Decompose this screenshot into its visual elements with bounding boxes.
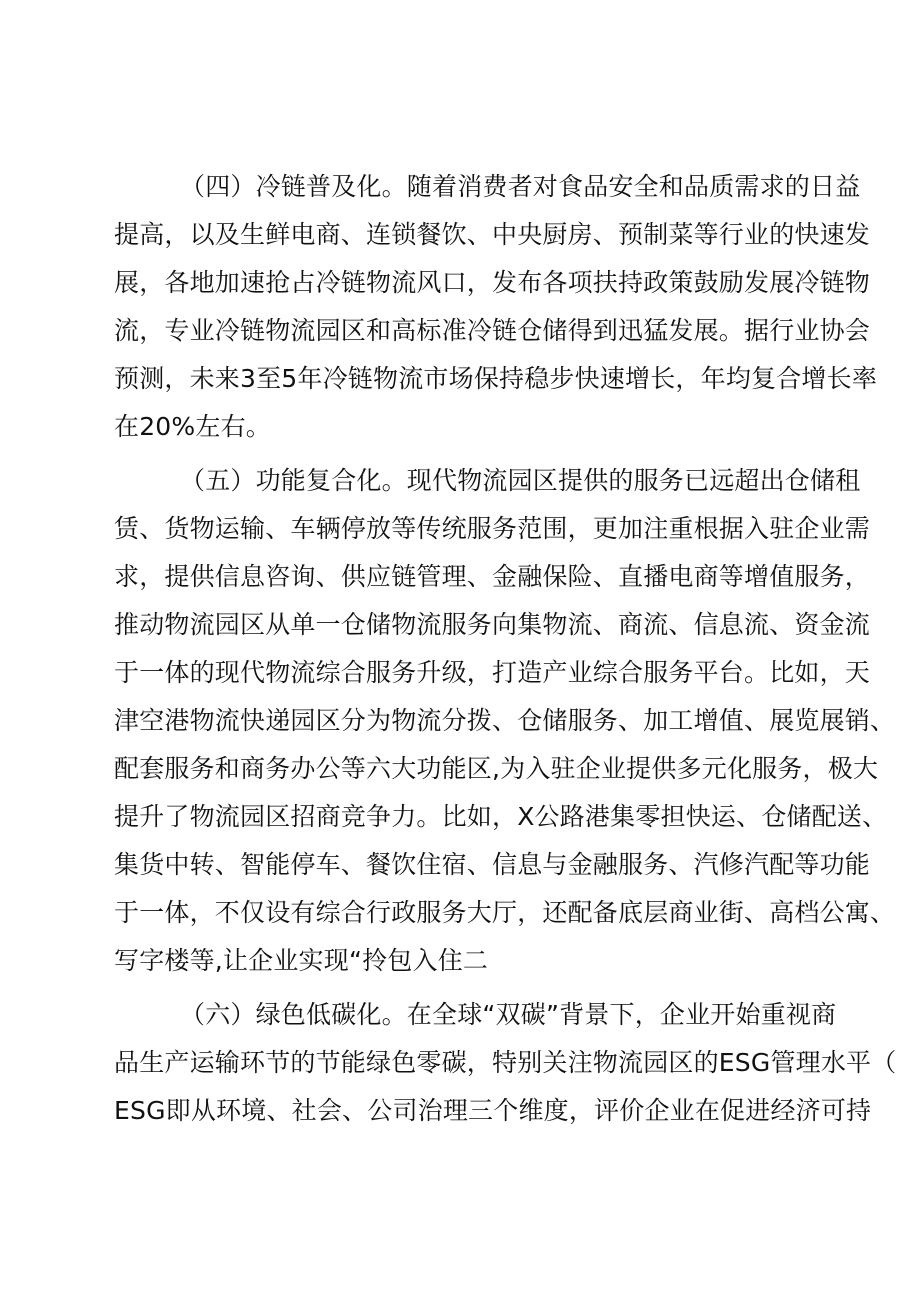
paragraph-4-line-4: 流，专业冷链物流园区和高标准冷链仓储得到迅猛发展。据行业协会	[114, 316, 871, 345]
paragraph-5-line-2: 赁、货物运输、车辆停放等传统服务范围，更加注重根据入驻企业需	[114, 514, 871, 543]
paragraph-5-line-4: 推动物流园区从单一仓储物流服务向集物流、商流、信息流、资金流	[114, 610, 871, 639]
paragraph-5-line-11: 写字楼等,让企业实现“拎包入住二	[114, 946, 489, 975]
paragraph-5-line-5: 于一体的现代物流综合服务升级，打造产业综合服务平台。比如，天	[114, 658, 871, 687]
paragraph-5-line-9: 集货中转、智能停车、餐饮住宿、信息与金融服务、汽修汽配等功能	[114, 850, 871, 879]
paragraph-5-line-6: 津空港物流快递园区分为物流分拨、仓储服务、加工增值、展览展销、	[114, 706, 896, 735]
paragraph-6-line-3: ESG即从环境、社会、公司治理三个维度，评价企业在促进经济可持	[114, 1096, 872, 1125]
paragraph-5-line-7: 配套服务和商务办公等六大功能区,为入驻企业提供多元化服务，极大	[114, 754, 879, 783]
paragraph-6-line-1: （六）绿色低碳化。在全球“双碳”背景下，企业开始重视商	[180, 1000, 837, 1029]
paragraph-4-line-1: （四）冷链普及化。随着消费者对食品安全和品质需求的日益	[180, 172, 861, 201]
paragraph-4-line-6: 在20%左右。	[114, 412, 271, 441]
paragraph-5-line-10: 于一体，不仅设有综合行政服务大厅，还配备底层商业街、高档公寓、	[114, 898, 896, 927]
paragraph-5-line-3: 求，提供信息咨询、供应链管理、金融保险、直播电商等增值服务，	[114, 562, 871, 591]
paragraph-4-line-5: 预测，未来3至5年冷链物流市场保持稳步快速增长，年均复合增长率	[114, 364, 878, 393]
paragraph-4-line-2: 提高，以及生鲜电商、连锁餐饮、中央厨房、预制菜等行业的快速发	[114, 220, 871, 249]
paragraph-5-line-8: 提升了物流园区招商竞争力。比如，X公路港集零担快运、仓储配送、	[114, 802, 888, 831]
paragraph-4-line-3: 展，各地加速抢占冷链物流风口，发布各项扶持政策鼓励发展冷链物	[114, 268, 871, 297]
paragraph-5-line-1: （五）功能复合化。现代物流园区提供的服务已远超出仓储租	[180, 466, 861, 495]
paragraph-6-line-2: 品生产运输环节的节能绿色零碳，特别关注物流园区的ESG管理水平（	[114, 1048, 897, 1077]
